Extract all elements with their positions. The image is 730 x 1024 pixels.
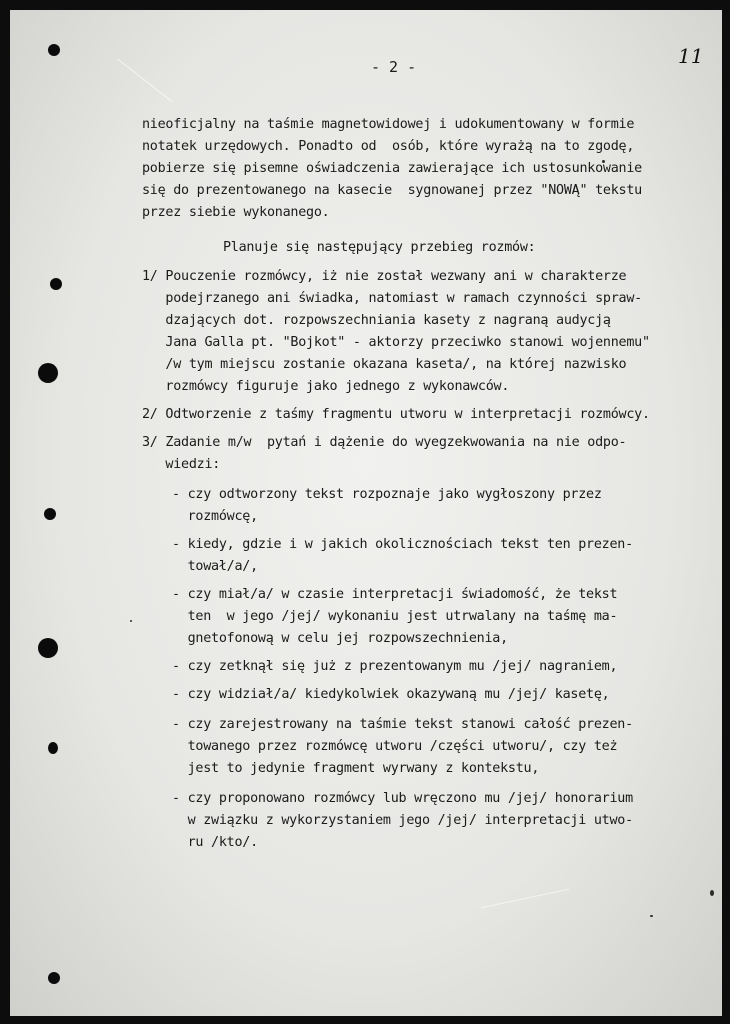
text-line: /w tym miejscu zostanie okazana kaseta/, na której nazwisko — [142, 357, 627, 372]
text-line: wiedzi: — [142, 457, 221, 472]
handwritten-sheet-number: 11 — [678, 44, 704, 68]
text-line: podejrzanego ani świadka, natomiast w ramach czynności spraw- — [142, 291, 642, 306]
bullet-line: rozmówcę, — [172, 509, 258, 524]
text-line: Jana Galla pt. "Bojkot" - aktorzy przeciwko stanowi wojennemu" — [142, 335, 650, 350]
text-line: rozmówcy figuruje jako jednego z wykonawców. — [142, 379, 510, 394]
text-line: pobierze się pisemne oświadczenia zawierające ich ustosunkowanie — [142, 161, 642, 176]
bullet-line: ten w jego /jej/ wykonaniu jest utrwalany na taśmę ma- — [172, 609, 618, 624]
bullet-line: jest to jedynie fragment wyrwany z kontekstu, — [172, 761, 540, 776]
bullet-line: - czy odtworzony tekst rozpoznaje jako wygłoszony przez — [172, 487, 602, 502]
bullet-line: - czy widział/a/ kiedykolwiek okazywaną mu /jej/ kasetę, — [172, 687, 610, 702]
text-line: przez siebie wykonanego. — [142, 205, 330, 220]
punch-hole — [48, 742, 58, 754]
punch-hole — [50, 278, 62, 290]
dust-speck — [650, 915, 653, 917]
text-line: się do prezentowanego na kasecie sygnowanej przez "NOWĄ" tekstu — [142, 183, 642, 198]
text-line: 3/ Zadanie m/w pytań i dążenie do wyegzekwowania na nie odpo- — [142, 435, 627, 450]
plan-heading: Planuje się następujący przebieg rozmów: — [223, 240, 536, 255]
bullet-line: - czy proponowano rozmówcy lub wręczono mu /jej/ honorarium — [172, 791, 633, 806]
text-line: nieoficjalny na taśmie magnetowidowej i udokumentowany w formie — [142, 117, 635, 132]
bullet-line: - czy miał/a/ w czasie interpretacji świadomość, że tekst — [172, 587, 618, 602]
bullet-line: gnetofonową w celu jej rozpowszechnienia, — [172, 631, 508, 646]
dust-speck — [710, 890, 714, 896]
punch-hole — [48, 44, 60, 56]
bullet-line: - czy zarejestrowany na taśmie tekst stanowi całość prezen- — [172, 717, 633, 732]
text-line: 1/ Pouczenie rozmówcy, iż nie został wezwany ani w charakterze — [142, 269, 627, 284]
bullet-line: w związku z wykorzystaniem jego /jej/ interpretacji utwo- — [172, 813, 633, 828]
text-line: 2/ Odtworzenie z taśmy fragmentu utworu w interpretacji rozmówcy. — [142, 407, 650, 422]
document-page — [10, 10, 722, 1016]
bullet-line: ru /kto/. — [172, 835, 258, 850]
punch-hole — [48, 972, 60, 984]
bullet-line: towanego przez rozmówcę utworu /części utworu/, czy też — [172, 739, 618, 754]
film-scratch — [481, 889, 569, 909]
film-scratch — [117, 59, 173, 103]
punch-hole — [44, 508, 56, 520]
bullet-line: tował/a/, — [172, 559, 258, 574]
bullet-line: - czy zetknął się już z prezentowanym mu /jej/ nagraniem, — [172, 659, 618, 674]
punch-hole — [38, 638, 58, 658]
punch-hole — [38, 363, 58, 383]
page-number: - 2 - — [371, 58, 417, 76]
dust-speck — [130, 620, 132, 622]
text-line: notatek urzędowych. Ponadto od osób, które wyrażą na to zgodę, — [142, 139, 635, 154]
bullet-line: - kiedy, gdzie i w jakich okolicznościach tekst ten prezen- — [172, 537, 633, 552]
text-line: dzających dot. rozpowszechniania kasety z nagraną audycją — [142, 313, 611, 328]
